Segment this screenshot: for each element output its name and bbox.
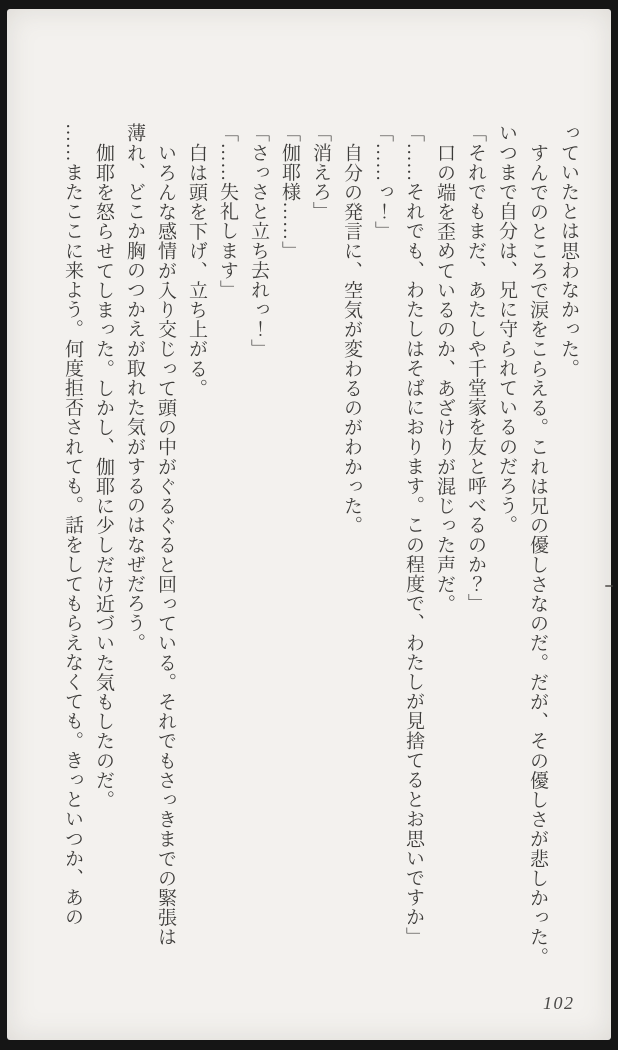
- text-column: 薄れ、どこか胸のつかえが取れた気がするのはなぜだろう。: [124, 123, 145, 653]
- text-column: いつまで自分は、兄に守られているのだろう。: [496, 123, 517, 535]
- text-column: 「伽耶様……」: [279, 123, 300, 261]
- text-column: ……またここに来よう。何度拒否されても。話をしてもらえなくても。きっといつか、あの: [62, 123, 83, 927]
- text-column: 口の端を歪めているのか、あざけりが混じった声だ。: [434, 142, 455, 613]
- vertical-text-block: [57, 123, 584, 983]
- text-column: 白は頭を下げ、立ち上がる。: [186, 142, 207, 398]
- text-column: 「さっさと立ち去れっ！」: [248, 123, 269, 359]
- text-column: 「それでもまだ、あたしや千堂家を友と呼べるのか？」: [465, 123, 486, 613]
- text-column: っていたとは思わなかった。: [558, 123, 579, 378]
- text-column: 「……失礼します」: [217, 123, 238, 300]
- book-page: [7, 9, 611, 1040]
- text-column: 「消えろ」: [310, 123, 331, 221]
- text-column: 自分の発言に、空気が変わるのがわかった。: [341, 142, 362, 535]
- scan-artifact-mark: [605, 585, 613, 587]
- text-column: いろんな感情が入り交じって頭の中がぐるぐると回っている。それでもさっきまでの緊張は: [155, 142, 176, 947]
- page-number: 102: [543, 993, 575, 1013]
- text-column: 「……それでも、わたしはそばにおります。この程度で、わたしが見捨てるとお思いですか」: [403, 123, 424, 947]
- text-column: 「……っ！」: [372, 123, 393, 241]
- text-column: すんでのところで涙をこらえる。これは兄の優しさなのだ。だが、その優しさが悲しかった。: [527, 142, 548, 966]
- text-column: 伽耶を怒らせてしまった。しかし、伽耶に少しだけ近づいた気もしたのだ。: [93, 142, 114, 809]
